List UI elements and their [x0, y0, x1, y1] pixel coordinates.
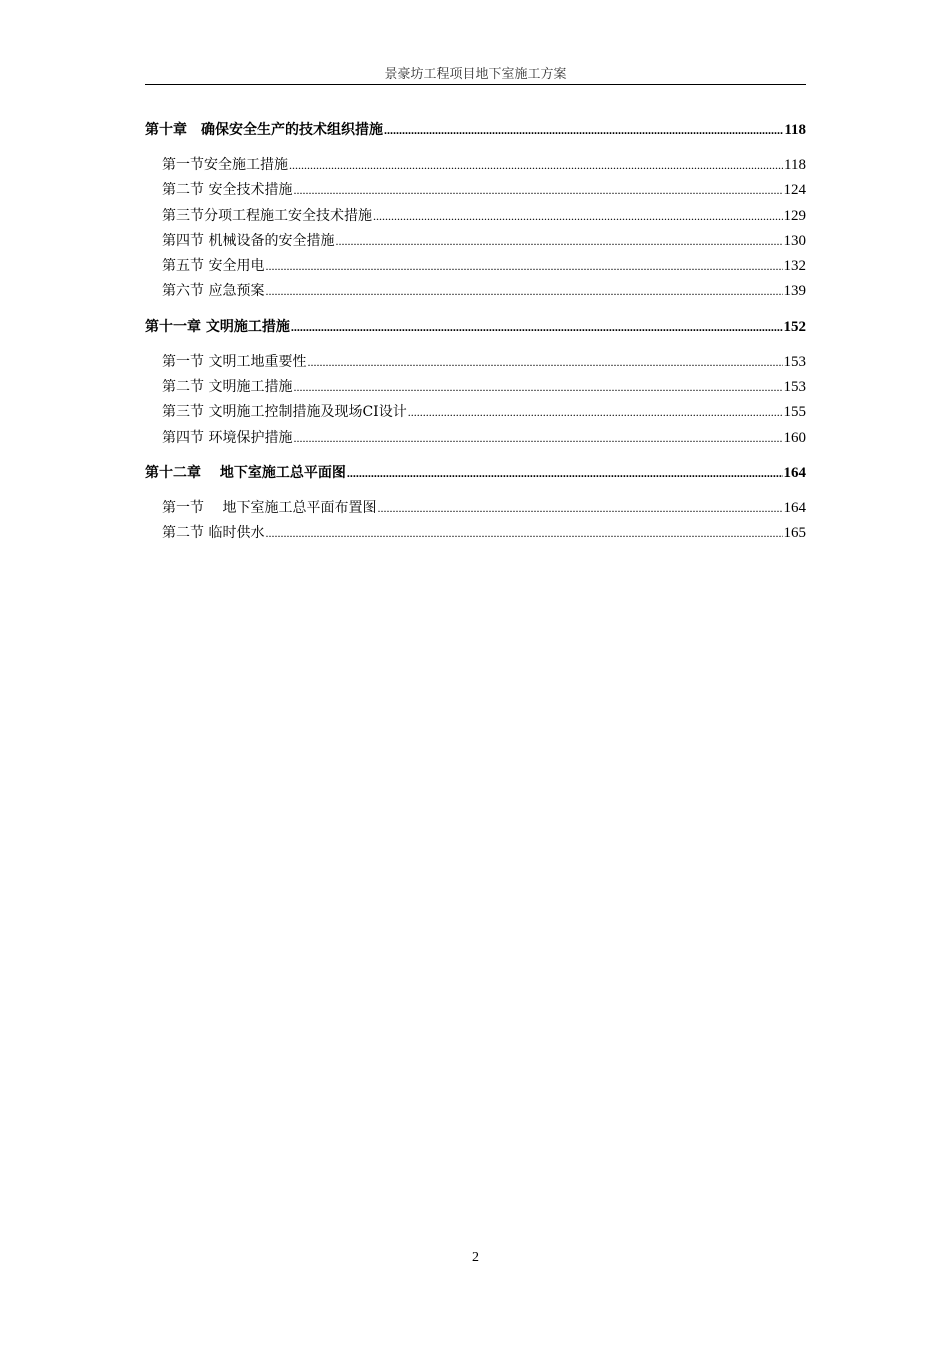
toc-section-11-3[interactable] [145, 400, 806, 425]
toc-leader-dots [347, 461, 783, 486]
toc-leader-dots [265, 279, 782, 304]
toc-leader-dots [293, 375, 782, 400]
toc-section-page: 118 [784, 157, 806, 173]
toc-chapter-page: 152 [783, 318, 806, 335]
toc-chapter-title: 第十章 确保安全生产的技术组织措施 [145, 122, 383, 138]
toc-leader-dots [293, 426, 782, 451]
toc-section-page: 129 [783, 207, 806, 224]
toc-leader-dots [265, 254, 782, 279]
toc-section-10-3[interactable] [145, 204, 806, 229]
toc-leader-dots [335, 229, 782, 254]
toc-leader-dots [293, 178, 782, 203]
toc-section-title: 第二节 文明施工措施 [162, 379, 293, 396]
toc-section-10-4[interactable] [145, 229, 806, 254]
toc-section-title: 第二节 安全技术措施 [162, 182, 293, 199]
toc-section-title: 第四节 机械设备的安全措施 [162, 232, 335, 249]
toc-section-10-5[interactable] [145, 254, 806, 279]
toc-section-page: 132 [783, 258, 806, 275]
toc-section-10-2[interactable] [145, 178, 806, 203]
toc-section-title: 第一节安全施工措施 [162, 157, 288, 173]
toc-section-page: 160 [783, 429, 806, 446]
toc-section-title: 第一节 文明工地重要性 [162, 353, 307, 370]
toc-section-title: 第三节分项工程施工安全技术措施 [162, 207, 372, 224]
toc-chapter-page: 118 [784, 122, 806, 138]
toc-leader-dots [384, 118, 783, 143]
toc-chapter-11[interactable] [145, 315, 806, 340]
toc-section-title: 第一节 地下室施工总平面布置图 [162, 499, 377, 516]
toc-section-page: 124 [783, 182, 806, 199]
toc-chapter-title: 第十二章 地下室施工总平面图 [145, 464, 346, 481]
toc-leader-dots [265, 521, 782, 546]
toc-section-page: 130 [783, 232, 806, 249]
header-title: 景豪坊工程项目地下室施工方案 [384, 67, 567, 82]
toc-section-11-4[interactable] [145, 426, 806, 451]
toc-section-11-1[interactable] [145, 350, 806, 375]
toc-section-12-2[interactable] [145, 521, 806, 546]
toc-section-page: 153 [783, 379, 806, 396]
toc-section-12-1[interactable] [145, 496, 806, 521]
toc-section-10-1[interactable] [145, 153, 806, 178]
toc-leader-dots [373, 204, 783, 229]
toc-leader-dots [408, 400, 783, 425]
toc-section-11-2[interactable] [145, 375, 806, 400]
toc-section-title: 第四节 环境保护措施 [162, 429, 293, 446]
page-number: 2 [472, 1250, 479, 1265]
toc-chapter-12[interactable] [145, 461, 806, 486]
toc-section-page: 139 [783, 283, 806, 300]
toc-chapter-page: 164 [783, 464, 806, 481]
toc-section-10-6[interactable] [145, 279, 806, 304]
toc-section-title: 第三节 文明施工控制措施及现场CI设计 [162, 404, 407, 421]
toc-leader-dots [307, 350, 782, 375]
toc-section-title: 第五节 安全用电 [162, 258, 265, 275]
toc-leader-dots [291, 315, 783, 340]
toc-chapter-title: 第十一章 文明施工措施 [145, 318, 290, 335]
toc-section-page: 164 [783, 499, 806, 516]
toc-section-title: 第二节 临时供水 [162, 525, 265, 542]
toc-chapter-10[interactable] [145, 118, 806, 143]
header-rule [145, 84, 806, 85]
toc-section-title: 第六节 应急预案 [162, 283, 265, 300]
toc-leader-dots [289, 153, 783, 178]
toc-section-page: 153 [783, 353, 806, 370]
table-of-contents [145, 118, 806, 547]
toc-section-page: 155 [783, 404, 806, 421]
toc-leader-dots [377, 496, 782, 521]
toc-section-page: 165 [783, 525, 806, 542]
